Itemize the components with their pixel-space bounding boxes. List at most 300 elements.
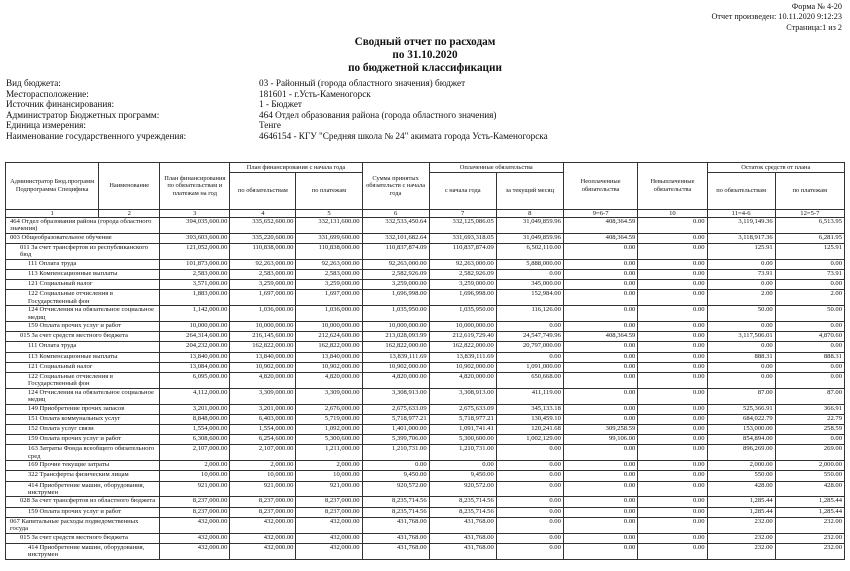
value-cell: 0.00	[638, 388, 707, 404]
value-cell: 0.00	[496, 471, 563, 481]
table-row	[6, 481, 845, 497]
value-cell: 896,269.00	[707, 445, 775, 461]
row-name: 149 Приобретение прочих запасов	[28, 404, 125, 412]
value-cell: 31,049,859.96	[496, 218, 563, 234]
value-cell: 0.00	[707, 372, 775, 388]
row-name: 122 Социальные отчисления в Государственный фон	[28, 290, 114, 305]
row-name: 111 Оплата труда	[28, 259, 77, 267]
value-cell: 1,697,000.00	[296, 290, 362, 306]
param-administrator	[6, 110, 548, 121]
value-cell: 110,838,000.00	[230, 244, 296, 260]
column-number: 2	[99, 210, 160, 218]
col-header-annual-plan: План финансирования по обязательствам и платежам на год	[160, 163, 230, 210]
value-cell: 13,839,111.69	[429, 352, 496, 362]
value-cell: 431,768.00	[362, 543, 429, 559]
col-header-paid-month: за текущий месяц	[496, 173, 563, 210]
value-cell: 0.00	[563, 543, 637, 559]
value-cell: 0.00	[638, 414, 707, 424]
value-cell: 1,554,000.00	[160, 424, 230, 434]
value-cell: 0.00	[563, 471, 637, 481]
value-cell: 345,000.00	[496, 280, 563, 290]
value-cell: 3,308,913.00	[429, 388, 496, 404]
value-cell: 432,000.00	[296, 533, 362, 543]
value-cell: 1,036,000.00	[296, 306, 362, 322]
value-cell: 2,583,000.00	[230, 270, 296, 280]
value-cell: 8,237,000.00	[296, 497, 362, 507]
value-cell: 20,797,000.00	[496, 342, 563, 352]
value-cell: 0.00	[496, 461, 563, 471]
row-name: 414 Приобретение машин, оборудования, инструмен	[28, 543, 145, 559]
table-row	[6, 342, 845, 352]
table-row	[6, 388, 845, 404]
value-cell: 232.00	[775, 517, 844, 533]
value-cell: 6,095,000.00	[160, 372, 230, 388]
value-cell: 1,401,000.00	[362, 424, 429, 434]
row-name-cell	[6, 290, 160, 306]
row-name-cell	[6, 218, 160, 234]
value-cell: 1,211,000.00	[296, 445, 362, 461]
value-cell: 1,035,950.00	[362, 306, 429, 322]
value-cell: 8,237,000.00	[230, 507, 296, 517]
column-number: 9=6-7	[563, 210, 637, 218]
row-name-cell	[6, 471, 160, 481]
table-row	[6, 290, 845, 306]
value-cell: 92,263,000.00	[296, 259, 362, 269]
value-cell: 3,201,000.00	[230, 404, 296, 414]
title-line-1: Сводный отчет по расходам	[354, 36, 496, 48]
table-row	[6, 244, 845, 260]
value-cell: 0.00	[638, 244, 707, 260]
value-cell: 431,768.00	[429, 517, 496, 533]
value-cell: 3,309,000.00	[296, 388, 362, 404]
row-name-cell	[6, 244, 160, 260]
value-cell: 366.91	[775, 404, 844, 414]
value-cell: 4,820,000.00	[429, 372, 496, 388]
value-cell: 2,675,633.09	[429, 404, 496, 414]
row-name-cell	[6, 497, 160, 507]
value-cell: 0.00	[563, 322, 637, 332]
value-cell: 110,837,874.09	[362, 244, 429, 260]
row-name: 015 За счет средств местного бюджета	[20, 533, 128, 541]
value-cell: 0.00	[563, 306, 637, 322]
value-cell: 5,399,706.00	[362, 435, 429, 445]
value-cell: 2,582,926.09	[429, 270, 496, 280]
value-cell: 0.00	[638, 404, 707, 414]
value-cell: 3,308,913.00	[362, 388, 429, 404]
value-cell: 8,235,714.56	[362, 497, 429, 507]
value-cell: 130,459.10	[496, 414, 563, 424]
value-cell: 0.00	[638, 306, 707, 322]
value-cell: 1,091,000.00	[496, 362, 563, 372]
param-label: Администратор Бюджетных программ:	[6, 109, 160, 120]
expense-report-table	[5, 162, 845, 560]
value-cell: 232.00	[775, 533, 844, 543]
value-cell: 10,000,000.00	[296, 322, 362, 332]
value-cell: 408,364.59	[563, 218, 637, 234]
value-cell: 0.00	[563, 280, 637, 290]
value-cell: 121,052,000.00	[160, 244, 230, 260]
row-name-cell	[6, 372, 160, 388]
table-row	[6, 507, 845, 517]
column-number: 12=5-7	[775, 210, 844, 218]
value-cell: 13,840,000.00	[160, 352, 230, 362]
value-cell: 8,848,000.00	[160, 414, 230, 424]
row-name-cell	[6, 481, 160, 497]
value-cell: 650,668.00	[496, 372, 563, 388]
row-name: 124 Отчисления на обязательное социальное медиц	[28, 306, 154, 321]
value-cell: 162,822,000.00	[296, 342, 362, 352]
value-cell: 0.00	[638, 445, 707, 461]
row-name-cell	[6, 543, 160, 559]
value-cell: 0.00	[638, 424, 707, 434]
value-cell: 332,101,682.64	[362, 233, 429, 243]
row-name: 028 За счет трансфертов из областного бюджета	[20, 497, 156, 505]
value-cell: 1,002,129.00	[496, 435, 563, 445]
row-name: 124 Отчисления на обязательное социальное медиц	[28, 388, 154, 404]
value-cell: 10,000.00	[160, 471, 230, 481]
value-cell: 0.00	[563, 362, 637, 372]
value-cell: 428.00	[775, 481, 844, 497]
param-value: 4646154 - КГУ "Средняя школа № 24" акимата города Усть-Каменогорска	[259, 130, 548, 141]
value-cell: 0.00	[496, 497, 563, 507]
col-header-rem-obligations: по обязательствам	[707, 173, 775, 210]
row-name-cell	[6, 388, 160, 404]
value-cell: 0.00	[638, 322, 707, 332]
value-cell: 3,201,000.00	[160, 404, 230, 414]
value-cell: 5,888,000.00	[496, 259, 563, 269]
value-cell: 332,131,600.00	[296, 218, 362, 234]
value-cell: 13,840,000.00	[296, 352, 362, 362]
column-number: 5	[296, 210, 362, 218]
column-number: 3	[160, 210, 230, 218]
col-header-code: Администратор Бюд.программ Подпрограмма Специфика	[6, 163, 99, 210]
value-cell: 31,049,859.96	[496, 233, 563, 243]
table-row	[6, 362, 845, 372]
value-cell: 125.91	[775, 244, 844, 260]
value-cell: 345,133.18	[496, 404, 563, 414]
value-cell: 216,145,600.00	[230, 332, 296, 342]
value-cell: 1,285.44	[775, 507, 844, 517]
param-label: Месторасположение:	[6, 88, 89, 99]
value-cell: 432,000.00	[160, 517, 230, 533]
param-value: 1 - Бюджет	[259, 99, 302, 110]
row-name-cell	[6, 507, 160, 517]
row-name: 464 Отдел образования района (города областного значения)	[10, 218, 152, 233]
table-row	[6, 424, 845, 434]
value-cell: 5,718,977.21	[429, 414, 496, 424]
value-cell: 0.00	[775, 342, 844, 352]
row-name-cell	[6, 342, 160, 352]
value-cell: 525,366.91	[707, 404, 775, 414]
value-cell: 212,624,600.00	[296, 332, 362, 342]
column-number: 7	[429, 210, 496, 218]
value-cell: 332,533,450.64	[362, 218, 429, 234]
value-cell: 432,000.00	[296, 517, 362, 533]
row-name-cell	[6, 424, 160, 434]
value-cell: 331,699,600.00	[296, 233, 362, 243]
value-cell: 3,259,000.00	[362, 280, 429, 290]
table-row	[6, 270, 845, 280]
value-cell: 921,000.00	[230, 481, 296, 497]
row-name-cell	[6, 352, 160, 362]
value-cell: 10,902,000.00	[429, 362, 496, 372]
table-row	[6, 332, 845, 342]
value-cell: 1,092,000.00	[296, 424, 362, 434]
group-header-paid: Оплаченные обязательства	[429, 163, 563, 173]
row-name: 122 Социальные отчисления в Государственный фон	[28, 372, 114, 388]
param-label: Единица измерения:	[6, 120, 86, 131]
value-cell: 0.00	[638, 342, 707, 352]
report-produced: Отчет произведен: 10.11.2020 9:12:23	[711, 12, 842, 22]
value-cell: 0.00	[638, 362, 707, 372]
value-cell: 232.00	[707, 517, 775, 533]
value-cell: 10,902,000.00	[362, 362, 429, 372]
value-cell: 73.91	[707, 270, 775, 280]
table-row	[6, 259, 845, 269]
value-cell: 0.00	[563, 342, 637, 352]
value-cell: 309,258.59	[563, 424, 637, 434]
col-header-paid-ytd: с начала года	[429, 173, 496, 210]
value-cell: 335,652,600.00	[230, 218, 296, 234]
value-cell: 2,583,000.00	[296, 270, 362, 280]
table-row	[6, 461, 845, 471]
value-cell: 411,119.00	[496, 388, 563, 404]
value-cell: 92,263,000.00	[230, 259, 296, 269]
row-name-cell	[6, 461, 160, 471]
value-cell: 2,000.00	[775, 461, 844, 471]
value-cell: 13,839,111.69	[362, 352, 429, 362]
value-cell: 5,718,977.21	[362, 414, 429, 424]
value-cell: 22.79	[775, 414, 844, 424]
value-cell: 6,308,600.00	[160, 435, 230, 445]
value-cell: 2.00	[775, 290, 844, 306]
column-number: 6	[362, 210, 429, 218]
value-cell: 3,119,149.36	[707, 218, 775, 234]
row-name: 159 Оплата прочих услуг и работ	[28, 507, 122, 515]
row-name: 159 Оплата прочих услуг и работ	[28, 322, 122, 329]
value-cell: 0.00	[707, 342, 775, 352]
column-number: 1	[6, 210, 99, 218]
value-cell: 1,036,000.00	[230, 306, 296, 322]
value-cell: 153,000.00	[707, 424, 775, 434]
value-cell: 2,000.00	[707, 461, 775, 471]
row-name: 152 Оплата услуг связи	[28, 424, 94, 432]
column-number: 8	[496, 210, 563, 218]
value-cell: 1,210,731.00	[362, 445, 429, 461]
value-cell: 2.00	[707, 290, 775, 306]
row-name-cell	[6, 270, 160, 280]
value-cell: 116,126.00	[496, 306, 563, 322]
row-name-cell	[6, 306, 160, 322]
value-cell: 8,237,000.00	[160, 497, 230, 507]
value-cell: 2,107,000.00	[160, 445, 230, 461]
value-cell: 0.00	[707, 280, 775, 290]
value-cell: 10,000,000.00	[230, 322, 296, 332]
value-cell: 0.00	[638, 517, 707, 533]
value-cell: 2,000.00	[160, 461, 230, 471]
value-cell: 162,822,000.00	[429, 342, 496, 352]
value-cell: 335,220,600.00	[230, 233, 296, 243]
row-name: 163 Затраты Фонда всеобщего обязательного сред	[28, 445, 155, 460]
value-cell: 213,028,093.99	[362, 332, 429, 342]
value-cell: 0.00	[638, 259, 707, 269]
value-cell: 0.00	[496, 270, 563, 280]
form-number: Форма № 4-20	[791, 2, 842, 11]
value-cell: 0.00	[638, 497, 707, 507]
value-cell: 0.00	[638, 270, 707, 280]
row-name-cell	[6, 362, 160, 372]
value-cell: 2,000.00	[296, 461, 362, 471]
value-cell: 0.00	[563, 270, 637, 280]
value-cell: 331,693,318.05	[429, 233, 496, 243]
value-cell: 1,091,741.41	[429, 424, 496, 434]
value-cell: 10,000,000.00	[362, 322, 429, 332]
value-cell: 204,232,000.00	[160, 342, 230, 352]
row-name-cell	[6, 414, 160, 424]
value-cell: 258.59	[775, 424, 844, 434]
value-cell: 1,210,731.00	[429, 445, 496, 461]
column-number: 10	[638, 210, 707, 218]
value-cell: 8,237,000.00	[296, 507, 362, 517]
value-cell: 0.00	[638, 280, 707, 290]
value-cell: 3,118,917.36	[707, 233, 775, 243]
value-cell: 684,022.79	[707, 414, 775, 424]
value-cell: 3,117,506.01	[707, 332, 775, 342]
group-header-remainder: Остаток средств от плана	[707, 163, 844, 173]
value-cell: 4,870.60	[775, 332, 844, 342]
value-cell: 101,873,000.00	[160, 259, 230, 269]
value-cell: 0.00	[496, 533, 563, 543]
value-cell: 432,000.00	[160, 543, 230, 559]
param-value: 181601 - г.Усть-Каменогорск	[259, 88, 371, 99]
table-row	[6, 517, 845, 533]
table-row	[6, 322, 845, 332]
value-cell: 431,768.00	[429, 543, 496, 559]
value-cell: 0.00	[638, 372, 707, 388]
row-name: 169 Прочие текущие затраты	[28, 461, 110, 469]
param-unit	[6, 120, 548, 131]
table-row	[6, 497, 845, 507]
value-cell: 393,603,600.00	[160, 233, 230, 243]
value-cell: 8,235,714.56	[362, 507, 429, 517]
value-cell: 10,902,000.00	[296, 362, 362, 372]
value-cell: 10,902,000.00	[230, 362, 296, 372]
value-cell: 24,547,749.96	[496, 332, 563, 342]
value-cell: 0.00	[638, 290, 707, 306]
row-name-cell	[6, 445, 160, 461]
value-cell: 0.00	[775, 280, 844, 290]
col-header-accepted: Сумма принятых обязательств с начала года	[362, 163, 429, 210]
value-cell: 8,235,714.56	[429, 497, 496, 507]
value-cell: 0.00	[775, 322, 844, 332]
value-cell: 0.00	[775, 362, 844, 372]
value-cell: 212,619,729.40	[429, 332, 496, 342]
value-cell: 1,142,000.00	[160, 306, 230, 322]
value-cell: 888.31	[707, 352, 775, 362]
row-name: 113 Компенсационные выплаты	[28, 352, 118, 360]
value-cell: 5,719,000.00	[296, 414, 362, 424]
value-cell: 162,822,000.00	[362, 342, 429, 352]
value-cell: 0.00	[496, 507, 563, 517]
value-cell: 10,000,000.00	[160, 322, 230, 332]
row-name: 011 За счет трансфертов из республиканского бюд	[20, 244, 149, 259]
value-cell: 432,000.00	[160, 533, 230, 543]
value-cell: 0.00	[563, 481, 637, 497]
value-cell: 888.31	[775, 352, 844, 362]
value-cell: 0.00	[496, 352, 563, 362]
value-cell: 0.00	[638, 233, 707, 243]
table-row	[6, 352, 845, 362]
page-counter: Страница:1 из 2	[786, 22, 842, 32]
value-cell: 0.00	[563, 497, 637, 507]
row-name-cell	[6, 332, 160, 342]
row-name: 111 Оплата труда	[28, 342, 77, 350]
value-cell: 0.00	[638, 218, 707, 234]
value-cell: 6,502,110.00	[496, 244, 563, 260]
value-cell: 2,000.00	[230, 461, 296, 471]
param-funding-source	[6, 99, 548, 110]
value-cell: 6,403,000.00	[230, 414, 296, 424]
row-name-cell	[6, 404, 160, 414]
value-cell: 92,263,000.00	[362, 259, 429, 269]
value-cell: 1,285.44	[707, 507, 775, 517]
value-cell: 3,259,000.00	[429, 280, 496, 290]
value-cell: 432,000.00	[230, 517, 296, 533]
value-cell: 0.00	[638, 481, 707, 497]
value-cell: 3,259,000.00	[296, 280, 362, 290]
param-budget-type	[6, 78, 548, 89]
value-cell: 550.00	[775, 471, 844, 481]
column-number: 4	[230, 210, 296, 218]
value-cell: 431,768.00	[429, 533, 496, 543]
value-cell: 0.00	[563, 388, 637, 404]
row-name-cell	[6, 280, 160, 290]
value-cell: 264,314,600.00	[160, 332, 230, 342]
title-line-3: по бюджетной классификации	[348, 62, 502, 74]
table-row	[6, 543, 845, 559]
value-cell: 3,571,000.00	[160, 280, 230, 290]
value-cell: 99,106.00	[563, 435, 637, 445]
value-cell: 0.00	[563, 352, 637, 362]
value-cell: 0.00	[563, 533, 637, 543]
value-cell: 10,000,000.00	[429, 322, 496, 332]
param-institution	[6, 131, 548, 142]
value-cell: 920,572.00	[429, 481, 496, 497]
table-row	[6, 280, 845, 290]
value-cell: 8,237,000.00	[230, 497, 296, 507]
value-cell: 152,984.00	[496, 290, 563, 306]
value-cell: 0.00	[563, 507, 637, 517]
row-name: 113 Компенсационные выплаты	[28, 270, 118, 277]
value-cell: 1,035,950.00	[429, 306, 496, 322]
row-name-cell	[6, 533, 160, 543]
value-cell: 394,035,600.00	[160, 218, 230, 234]
value-cell: 87.00	[707, 388, 775, 404]
title-line-2: по 31.10.2020	[392, 49, 458, 61]
value-cell: 431,768.00	[362, 533, 429, 543]
value-cell: 921,000.00	[296, 481, 362, 497]
row-name-cell	[6, 233, 160, 243]
row-name-cell	[6, 322, 160, 332]
table-row	[6, 233, 845, 243]
value-cell: 431,768.00	[362, 517, 429, 533]
value-cell: 73.91	[775, 270, 844, 280]
value-cell: 2,582,926.09	[362, 270, 429, 280]
report-title	[0, 36, 850, 75]
value-cell: 0.00	[362, 461, 429, 471]
value-cell: 8,237,000.00	[160, 507, 230, 517]
value-cell: 0.00	[563, 461, 637, 471]
